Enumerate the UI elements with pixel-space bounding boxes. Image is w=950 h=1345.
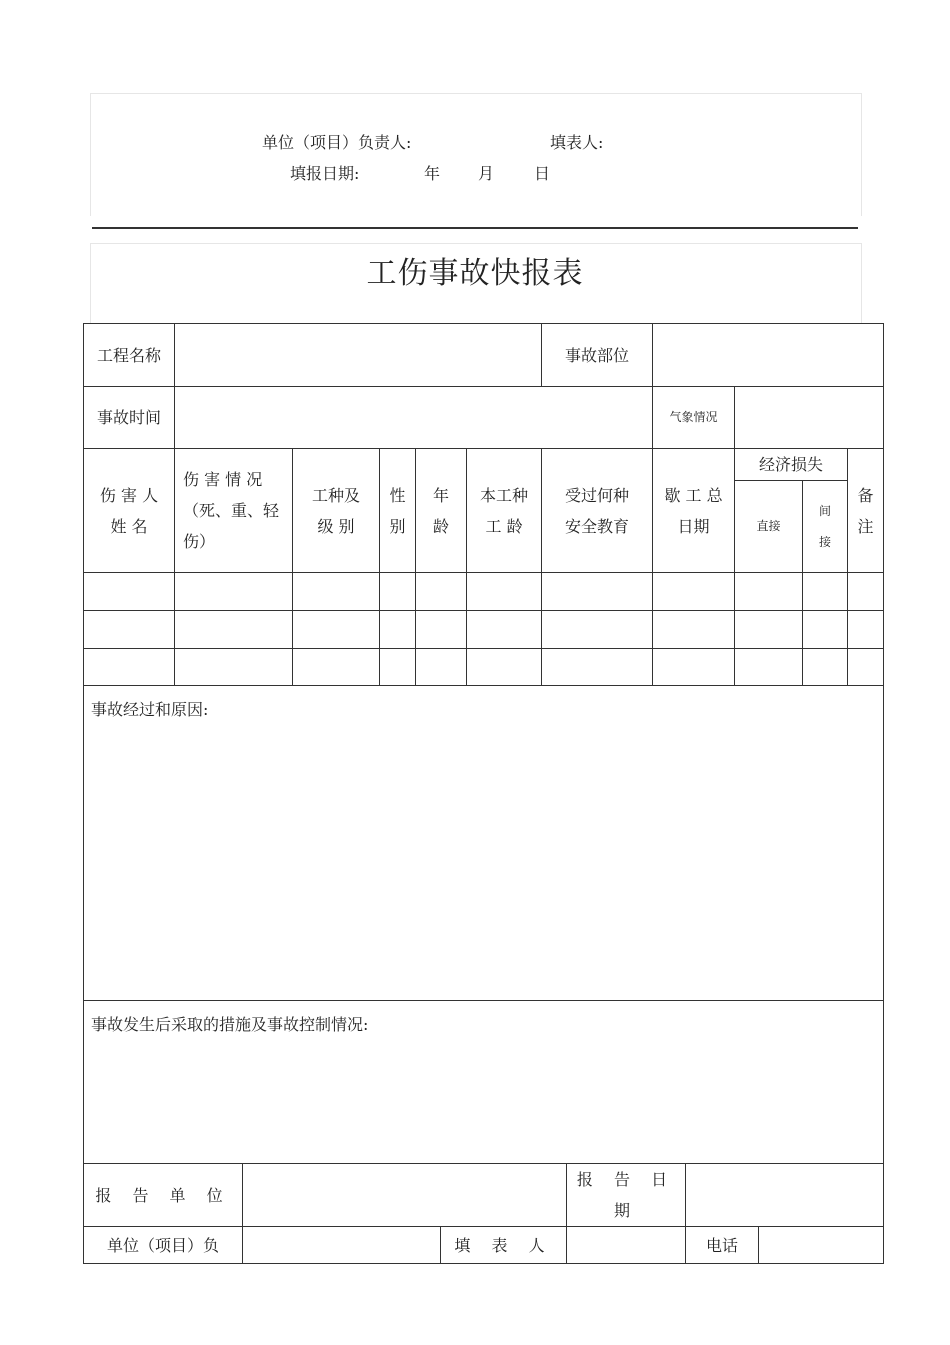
col-direct-loss: 直接 <box>735 481 803 573</box>
month-label: 月 <box>478 164 495 183</box>
date-label: 填报日期: <box>290 164 360 183</box>
accident-time-label: 事故时间 <box>84 387 175 449</box>
table-row <box>84 573 884 611</box>
footer-filler-label: 填 表 人 <box>441 1227 567 1264</box>
day-label: 日 <box>534 164 551 183</box>
year-label: 年 <box>424 164 441 183</box>
report-date-field[interactable] <box>686 1164 884 1227</box>
col-years-in-job: 本工种 工 龄 <box>467 449 542 573</box>
col-remarks: 备 注 <box>848 449 884 573</box>
report-date-label: 报 告 日 期 <box>567 1164 686 1227</box>
report-footer-table <box>83 1163 884 1264</box>
accident-location-label: 事故部位 <box>542 324 653 387</box>
phone-label: 电话 <box>686 1227 759 1264</box>
report-unit-field[interactable] <box>243 1164 567 1227</box>
unit-leader-label: 单位（项目）负责人: <box>262 133 412 152</box>
measures-label: 事故发生后采取的措施及事故控制情况: <box>91 1015 369 1034</box>
col-injury-status: 伤 害 情 况 （死、重、轻伤） <box>175 449 293 573</box>
header-line-2 <box>290 161 550 184</box>
col-indirect-loss: 间 接 <box>803 481 848 573</box>
filler-field[interactable] <box>567 1227 686 1264</box>
measures-area[interactable] <box>84 1001 884 1164</box>
table-row <box>84 649 884 686</box>
col-injured-name: 伤 害 人 姓 名 <box>84 449 175 573</box>
report-unit-label: 报 告 单 位 <box>84 1164 243 1227</box>
page-title: 工伤事故快报表 <box>366 256 584 291</box>
accident-location-field[interactable] <box>653 324 884 387</box>
col-economic-loss: 经济损失 <box>735 449 848 481</box>
table-row <box>84 611 884 649</box>
col-age: 年 龄 <box>416 449 467 573</box>
weather-label: 气象情况 <box>653 387 735 449</box>
unit-leader-field[interactable] <box>243 1227 441 1264</box>
process-cause-area[interactable] <box>84 686 884 1001</box>
header-box <box>90 93 862 216</box>
process-cause-label: 事故经过和原因: <box>91 700 209 719</box>
filler-label: 填表人: <box>550 133 604 152</box>
footer-unit-leader-label: 单位（项目）负 <box>84 1227 243 1264</box>
col-days-off: 歇 工 总日期 <box>653 449 735 573</box>
header-line-1 <box>262 130 604 153</box>
col-job-level: 工种及 级 别 <box>293 449 380 573</box>
accident-report-table <box>83 323 884 1164</box>
project-name-label: 工程名称 <box>84 324 175 387</box>
project-name-field[interactable] <box>175 324 542 387</box>
col-gender: 性 别 <box>380 449 416 573</box>
accident-time-field[interactable] <box>175 387 653 449</box>
phone-field[interactable] <box>759 1227 884 1264</box>
weather-field[interactable] <box>735 387 884 449</box>
divider-rule <box>92 227 858 229</box>
col-safety-education: 受过何种 安全教育 <box>542 449 653 573</box>
